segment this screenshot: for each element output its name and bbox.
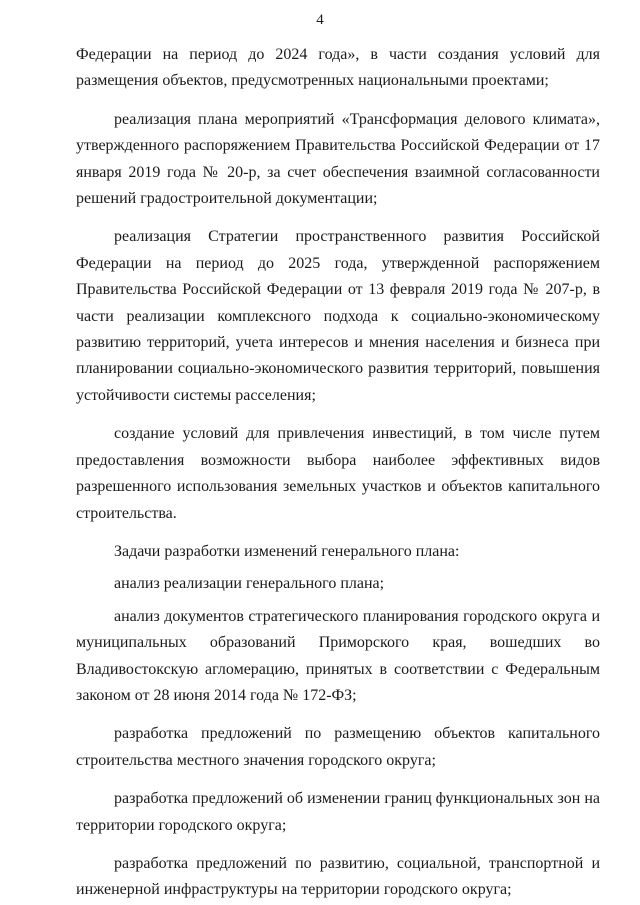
paragraph-tasks-heading: Задачи разработки изменений генерального плана:: [114, 542, 460, 560]
paragraph-continuation: Федерации на период до 2024 года», в части создания условий для размещения объектов, предусмотренных национальными проектами;: [76, 46, 600, 90]
paragraph-task-strategic-docs: анализ документов стратегического планирования городского округа и муниципальных образований Приморского края, вошедших во Владивостокскую агломерацию, принятых в соответствии с Федеральным законом от 28 июня 2014 года № 172-ФЗ;: [76, 607, 600, 704]
paragraph-task-infrastructure: разработка предложений по развитию, социальной, транспортной и инженерной инфраструктуры на территории городского округа;: [76, 854, 600, 899]
paragraph-task-functional-zones: разработка предложений об изменении границ функциональных зон на территории городского округа;: [76, 790, 600, 834]
document-body: [76, 42, 600, 904]
paragraph-task-analysis: анализ реализации генерального плана;: [114, 575, 385, 593]
paragraph-business-climate: реализация плана мероприятий «Трансформация делового климата», утвержденного распоряжением Правительства Российской Федерации от 17 января 2019 года № 20-р, за счет обеспечения взаимной согласованности решений градостроительной документации;: [76, 110, 600, 208]
paragraph-investment: создание условий для привлечения инвестиций, в том числе путем предоставления возможности выбора наиболее эффективных видов разрешенного использования земельных участков и объектов капитального строительства.: [76, 425, 600, 522]
page-number: 4: [316, 12, 324, 28]
paragraph-task-capital-objects: разработка предложений по размещению объектов капитального строительства местного значения городского округа;: [76, 725, 600, 769]
paragraph-spatial-strategy: реализация Стратегии пространственного развития Российской Федерации на период до 2025 года, утвержденной распоряжением Правительства Российской Федерации от 13 февраля 2019 года № 207-р, в части реализации комплексного подхода к социально-экономическому развитию территорий, учета интересов и мнения населения и бизнеса при планировании социально-экономического развития территорий, повышения устойчивости системы расселения;: [76, 228, 600, 404]
